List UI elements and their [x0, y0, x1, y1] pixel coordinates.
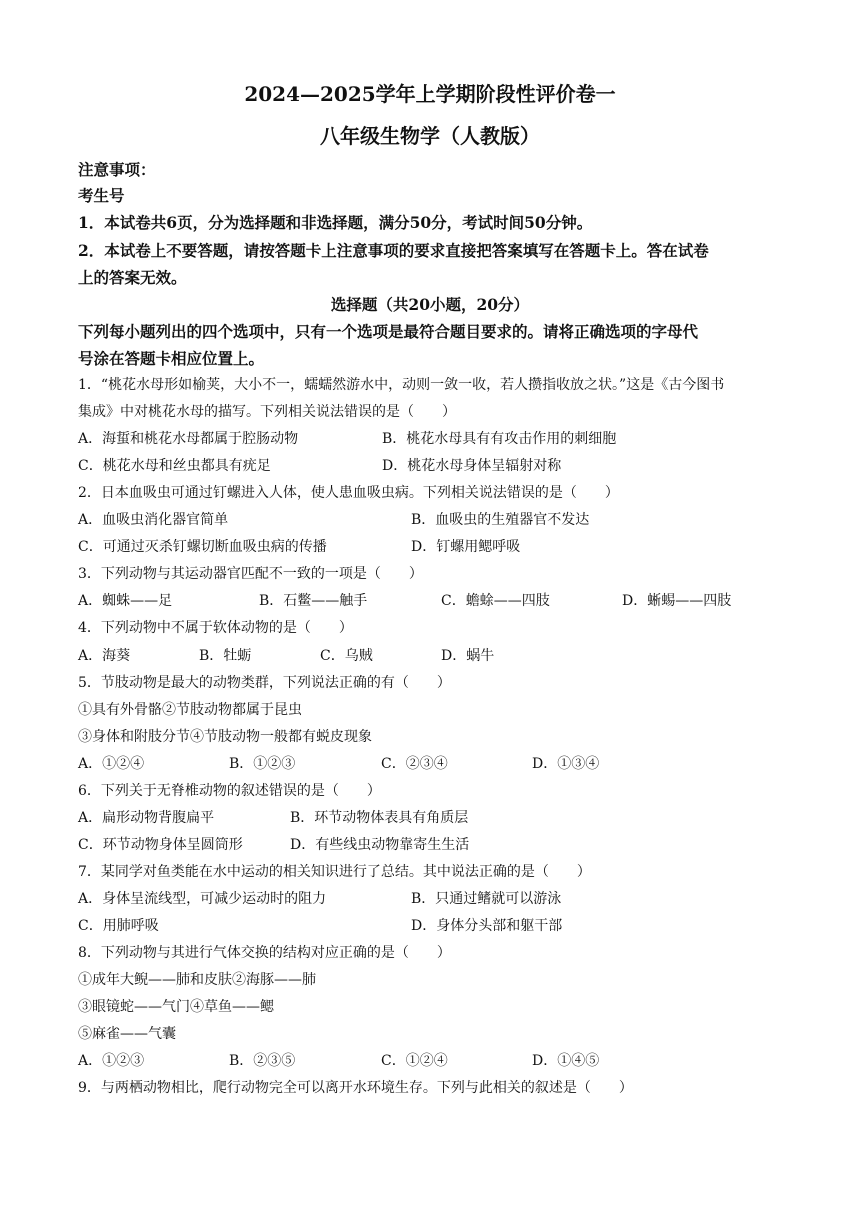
question-1-option-a: A．海蜇和桃花水母都属于腔肠动物 — [78, 431, 299, 447]
section-heading: 选择题（共20小题，20分） — [330, 295, 530, 314]
question-8-option-c: C．①②④ — [381, 1053, 448, 1069]
question-2-option-c: C．可通过灭杀钉螺切断血吸虫病的传播 — [78, 539, 327, 555]
question-6-stem: 6．下列关于无脊椎动物的叙述错误的是（ ） — [78, 783, 381, 799]
question-4-option-d: D．蜗牛 — [441, 648, 495, 664]
question-2-option-d: D．钉螺用鳃呼吸 — [411, 539, 521, 555]
question-5-option-d: D．①③④ — [532, 756, 600, 772]
notice-heading: 注意事项： — [78, 160, 156, 179]
question-3-option-a: A．蜘蛛——足 — [78, 593, 173, 609]
question-5-option-b: B．①②③ — [229, 756, 296, 772]
question-1-stem-cont: 集成》中对桃花水母的描写。下列相关说法错误的是（ ） — [78, 404, 456, 420]
question-4-option-a: A．海葵 — [78, 648, 131, 664]
question-8-statements-3: ⑤麻雀——气囊 — [78, 1026, 176, 1042]
question-5-option-a: A．①②④ — [78, 756, 145, 772]
question-8-option-d: D．①④⑤ — [532, 1053, 600, 1069]
question-1-option-d: D．桃花水母身体呈辐射对称 — [382, 458, 562, 474]
question-7-option-c: C．用肺呼吸 — [78, 918, 159, 934]
question-2-stem: 2．日本血吸虫可通过钉螺进入人体，使人患血吸虫病。下列相关说法错误的是（ ） — [78, 485, 619, 501]
question-6-option-b: B．环节动物体表具有角质层 — [290, 810, 469, 826]
question-6-option-c: C．环节动物身体呈圆筒形 — [78, 837, 243, 853]
question-4-stem: 4．下列动物中不属于软体动物的是（ ） — [78, 620, 353, 636]
question-1-stem: 1．“桃花水母形如榆荚，大小不一，蠕蠕然游水中，动则一敛一收，若人攒指收放之状。”这是《古今图书 — [78, 377, 725, 393]
question-1-option-b: B．桃花水母具有有攻击作用的刺细胞 — [382, 431, 617, 447]
question-7-option-b: B．只通过鳍就可以游泳 — [411, 891, 562, 907]
section-instructions-cont: 号涂在答题卡相应位置上。 — [78, 349, 265, 368]
question-5-stem: 5．节肢动物是最大的动物类群，下列说法正确的有（ ） — [78, 675, 451, 691]
question-4-option-c: C．乌贼 — [320, 648, 373, 664]
question-8-stem: 8．下列动物与其进行气体交换的结构对应正确的是（ ） — [78, 945, 451, 961]
question-6-option-d: D．有些线虫动物靠寄生生活 — [290, 837, 470, 853]
question-5-option-c: C．②③④ — [381, 756, 448, 772]
question-5-statements-1: ①具有外骨骼②节肢动物都属于昆虫 — [78, 702, 302, 718]
question-8-option-a: A．①②③ — [78, 1053, 145, 1069]
question-7-option-a: A．身体呈流线型，可减少运动时的阻力 — [78, 891, 327, 907]
question-5-statements-2: ③身体和附肢分节④节肢动物一般都有蜕皮现象 — [78, 729, 372, 745]
question-8-statements-2: ③眼镜蛇——气门④草鱼——鳃 — [78, 999, 274, 1015]
question-8-statements-1: ①成年大鲵——肺和皮肤②海豚——肺 — [78, 972, 316, 988]
notice-item-2: 2．本试卷上不要答题，请按答题卡上注意事项的要求直接把答案填写在答题卡上。答在试卷 — [78, 241, 709, 260]
question-2-option-b: B．血吸虫的生殖器官不发达 — [411, 512, 590, 528]
question-7-stem: 7．某同学对鱼类能在水中运动的相关知识进行了总结。其中说法正确的是（ ） — [78, 864, 591, 880]
exam-title: 2024—2025学年上学期阶段性评价卷一 — [244, 82, 616, 106]
section-instructions: 下列每小题列出的四个选项中，只有一个选项是最符合题目要求的。请将正确选项的字母代 — [78, 322, 699, 341]
candidate-number-label: 考生号 — [78, 186, 125, 205]
notice-item-2-cont: 上的答案无效。 — [78, 268, 187, 287]
question-9-stem: 9．与两栖动物相比，爬行动物完全可以离开水环境生存。下列与此相关的叙述是（ ） — [78, 1080, 633, 1096]
question-8-option-b: B．②③⑤ — [229, 1053, 296, 1069]
question-3-option-d: D．蜥蜴——四肢 — [622, 593, 732, 609]
question-3-stem: 3．下列动物与其运动器官匹配不一致的一项是（ ） — [78, 566, 423, 582]
question-6-option-a: A．扁形动物背腹扁平 — [78, 810, 215, 826]
question-1-option-c: C．桃花水母和丝虫都具有疣足 — [78, 458, 271, 474]
exam-subtitle: 八年级生物学（人教版） — [320, 124, 540, 148]
question-4-option-b: B．牡蛎 — [199, 648, 252, 664]
question-2-option-a: A．血吸虫消化器官简单 — [78, 512, 229, 528]
question-3-option-b: B．石鳖——触手 — [259, 593, 368, 609]
notice-item-1: 1．本试卷共6页，分为选择题和非选择题，满分50分，考试时间50分钟。 — [78, 213, 593, 232]
question-7-option-d: D．身体分头部和躯干部 — [411, 918, 563, 934]
question-3-option-c: C．蟾蜍——四肢 — [441, 593, 550, 609]
